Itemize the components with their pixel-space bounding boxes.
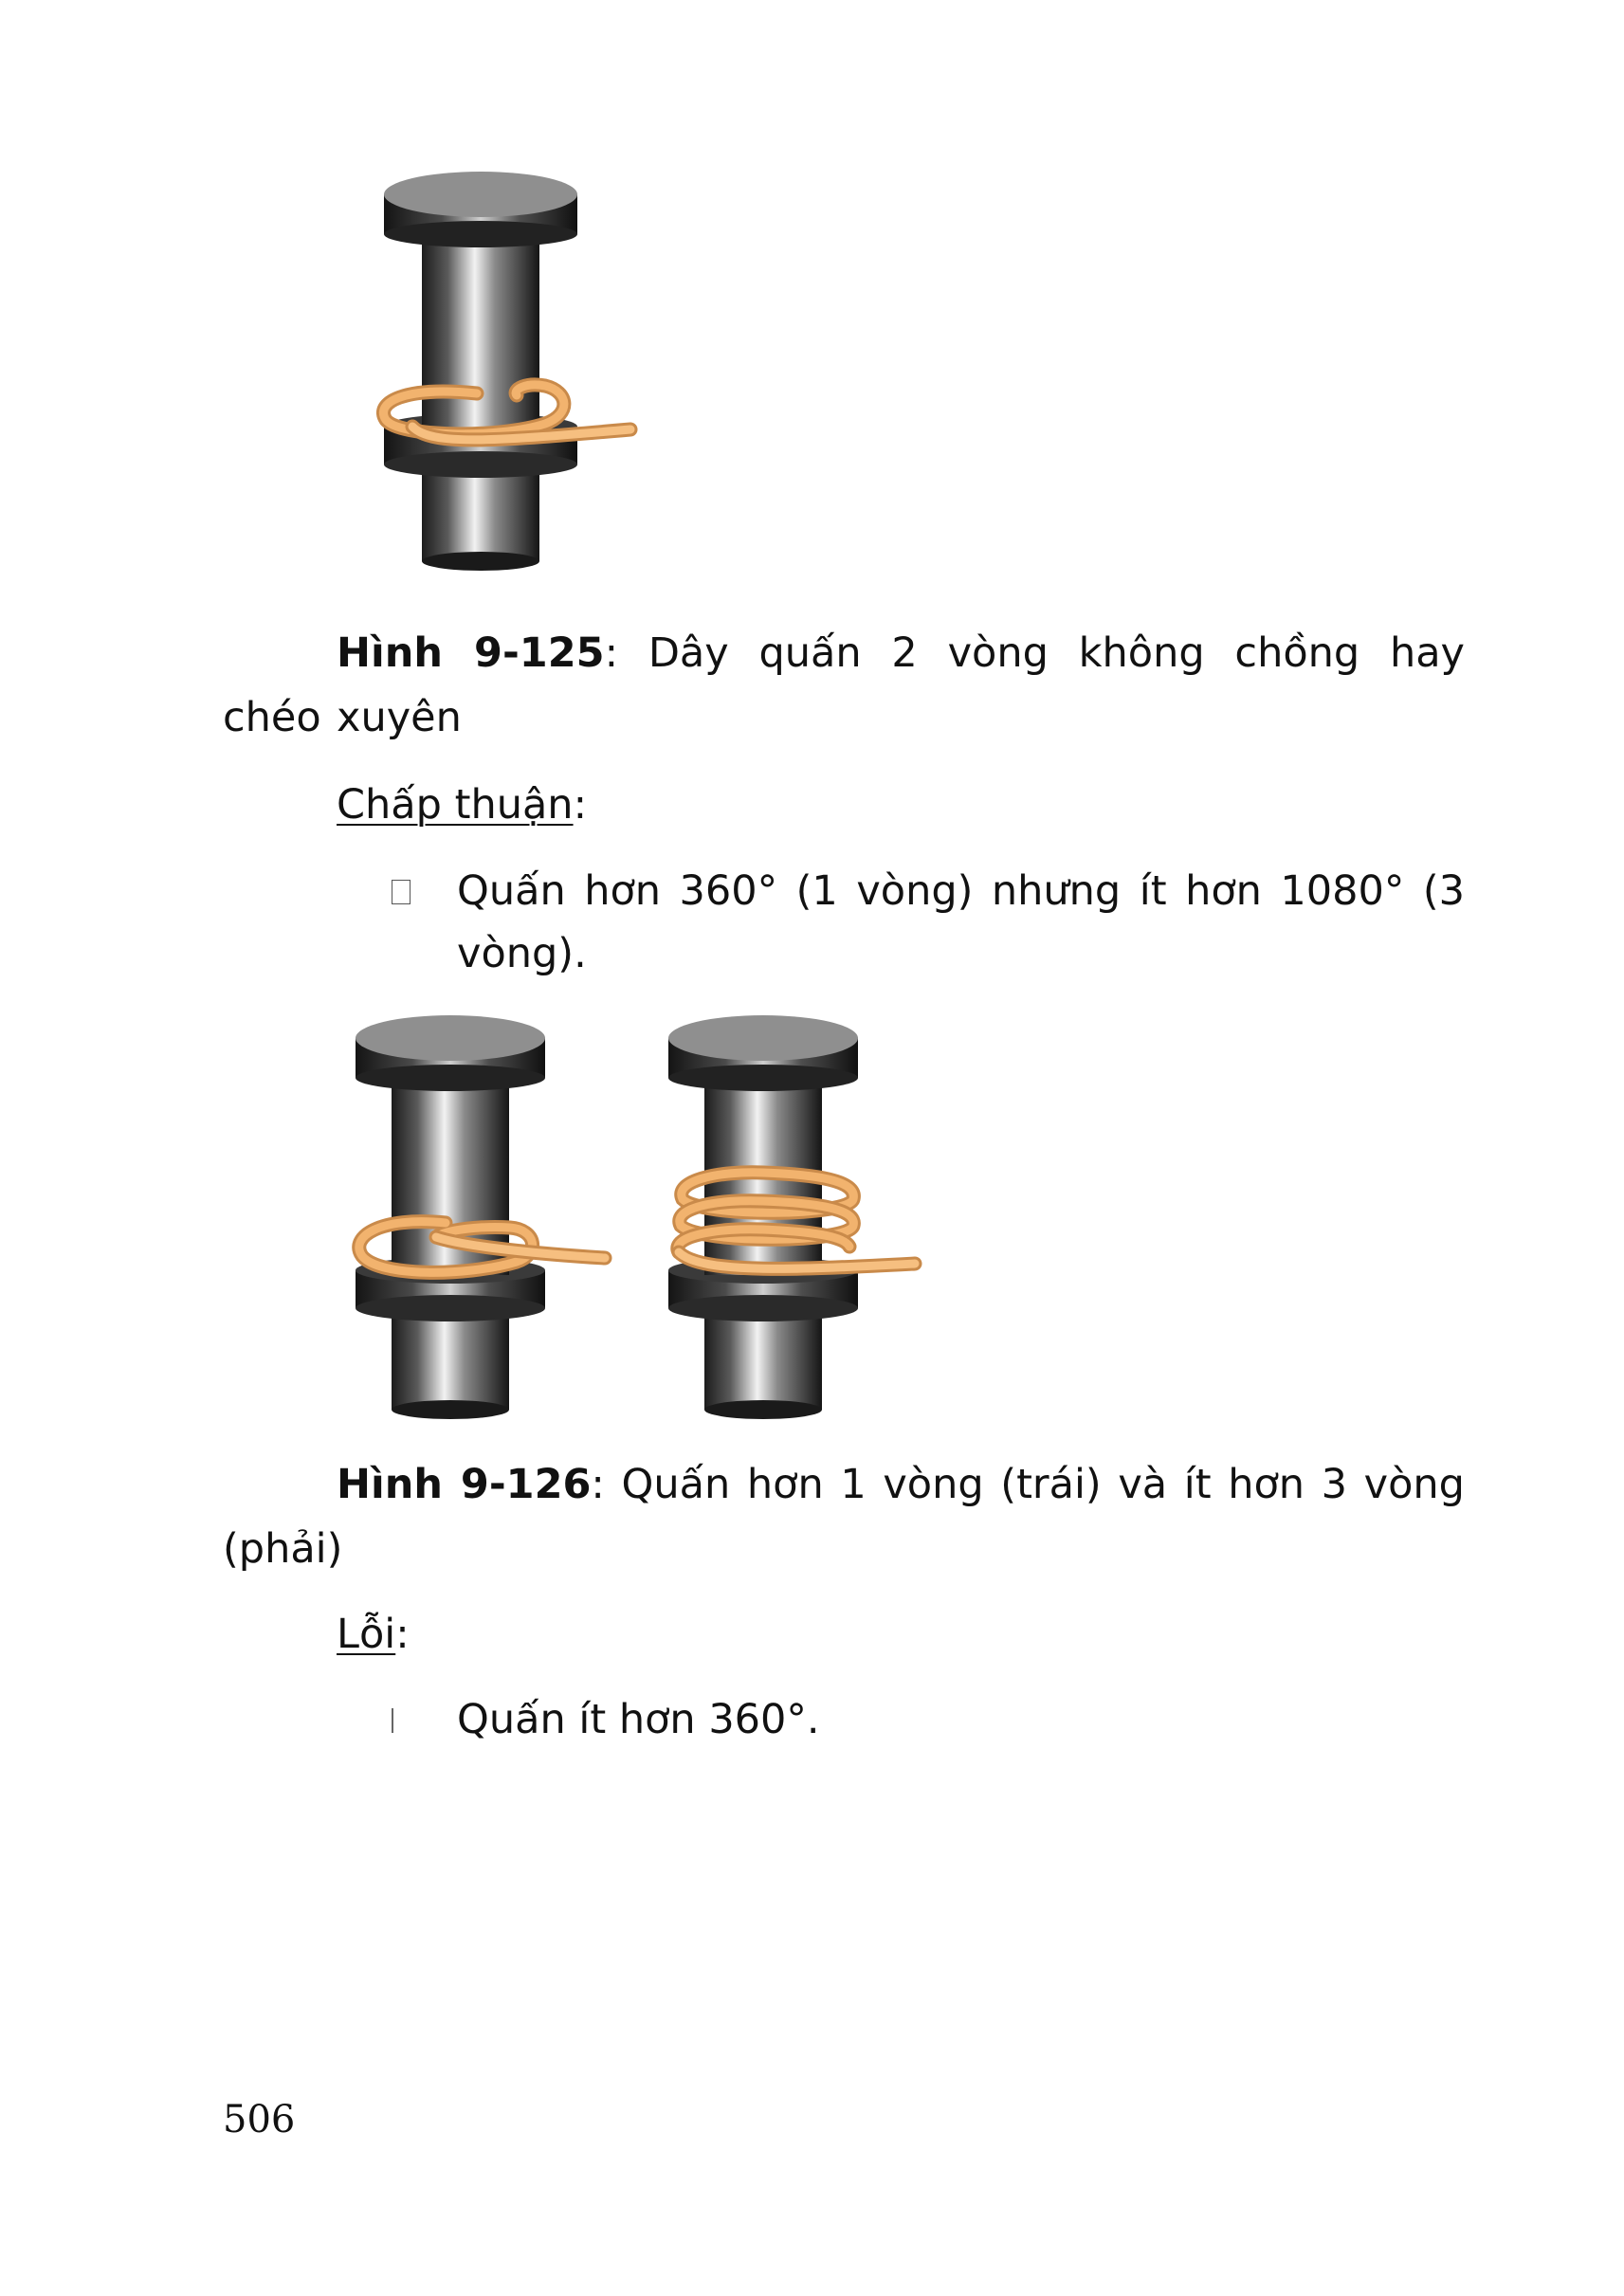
accept-heading (337, 773, 587, 837)
error-bullet-line1: Quấn ít hơn 360°. (457, 1696, 820, 1743)
bar-bullet-icon (392, 1708, 393, 1733)
figure-9-125-caption (337, 621, 1465, 750)
accept-heading-label: Chấp thuận (337, 781, 574, 829)
checkbox-bullet-icon (392, 880, 411, 904)
figure-9-125-caption-cont: chéo (223, 694, 321, 741)
error-heading-label: Lỗi (337, 1611, 396, 1658)
accept-bullet-line1 (457, 859, 1465, 923)
figure-9-126-terminal-left-image (351, 1010, 635, 1427)
figure-9-126-caption-cont: (phải) (223, 1525, 343, 1573)
figure-9-125-label: Hình 9-125 (337, 629, 605, 677)
accept-bullet-text: Quấn hơn 360° (1 vòng) nhưng ít hơn 1080° (3 (457, 867, 1465, 915)
figure-9-126-caption (337, 1452, 1465, 1517)
page-number: 506 (223, 2098, 296, 2141)
accept-heading-colon: : (573, 781, 588, 829)
figure-9-125-caption-text: : Dây quấn 2 vòng không chồng hay xuyên (337, 629, 1465, 741)
error-heading (337, 1602, 410, 1667)
figure-9-126-caption-text: : Quấn hơn 1 vòng (trái) và ít hơn 3 vòng (591, 1461, 1465, 1508)
accept-bullet-line2: vòng). (457, 930, 587, 977)
error-heading-colon: : (395, 1611, 410, 1658)
figure-9-125-terminal-image (374, 166, 659, 583)
figure-9-126-terminal-right-image (664, 1010, 948, 1427)
figure-9-126-label: Hình 9-126 (337, 1461, 592, 1508)
